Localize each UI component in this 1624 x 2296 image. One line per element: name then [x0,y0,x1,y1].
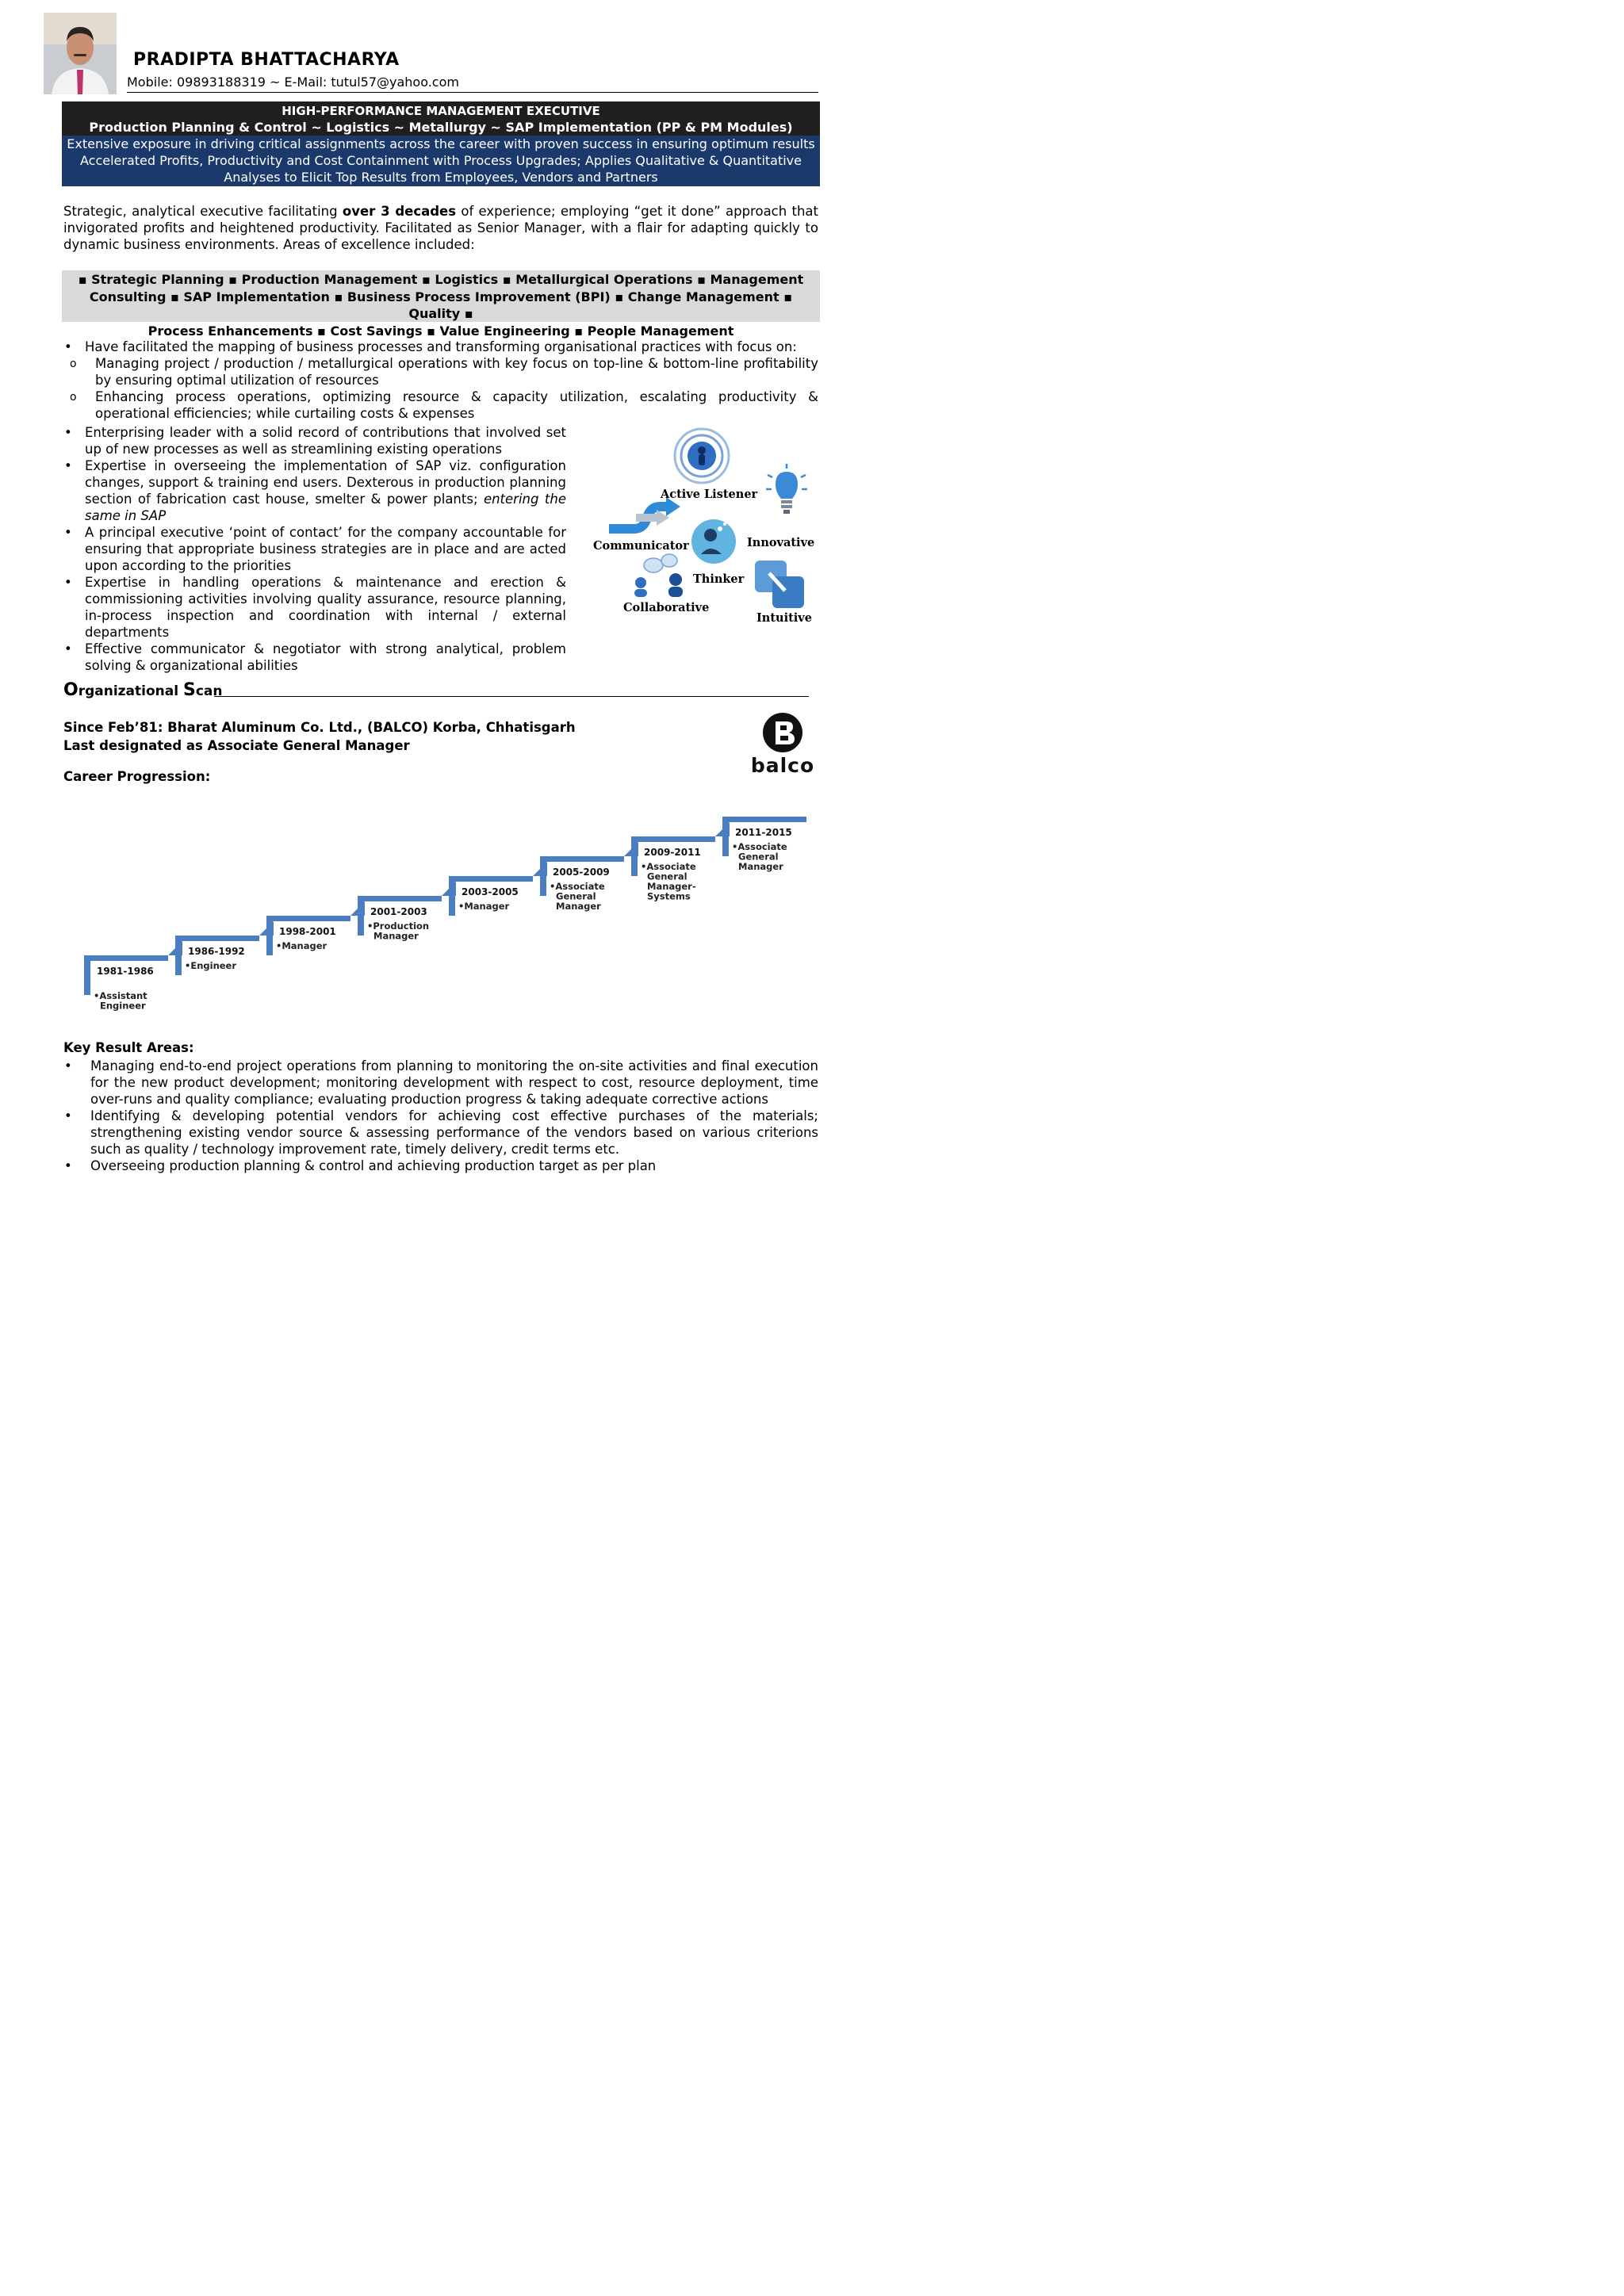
trait-communicator: Communicator [593,539,689,553]
trait-intuitive: Intuitive [756,611,812,625]
step-role: •Associate [732,841,787,852]
section-heading-org-scan [63,680,809,700]
list-item: • Overseeing production planning & control and achieving production target as per plan [63,1158,818,1174]
step-role: •Associate [641,861,696,872]
step-years: 1998-2001 [279,926,336,937]
step-role: •Engineer [185,960,237,971]
step-riser [175,936,182,975]
step-bar [175,936,259,941]
profile-photo [44,13,117,94]
designation-line: Last designated as Associate General Manager [63,738,410,753]
traits-graphic [587,424,825,630]
employer-line: Since Feb’81: Bharat Aluminum Co. Ltd., (BALCO) Korba, Chhatisgarh [63,720,576,735]
trait-collaborative: Collaborative [623,601,710,614]
excellence-line: Process Enhancements ▪ Cost Savings ▪ Value Engineering ▪ People Management [147,323,734,339]
step-riser [722,817,729,856]
list-item: • Have facilitated the mapping of business processes and transforming organisational practices with focus on: [63,339,818,355]
career-step [722,817,806,872]
career-progression-title: Career Progression: [63,769,211,784]
step-role: Manager [373,930,419,942]
sub-list-item: o Managing project / production / metallurgical operations with key focus on top-line & bottom-line profitability by ensuring optimal utilization of resources [63,355,818,388]
step-riser [358,896,364,936]
step-bar [449,876,533,882]
balco-logo [741,712,825,775]
heading-initial: O [63,680,79,700]
list-item: • Effective communicator & negotiator with strong analytical, problem solving & organizational abilities [63,641,566,674]
excellence-line: ▪ Strategic Planning ▪ Production Management ▪ Logistics ▪ Metallurgical Operations ▪ Management [78,272,804,287]
step-years: 1981-1986 [97,966,154,977]
summary-text: of experience; employing “get it done” approach that invigorated profits and heightened productivity. Facilitated as Senior Manager, with a flair for adapting quickly to dynamic business environments. Areas of excellence included: [63,204,818,252]
candidate-name: PRADIPTA BHATTACHARYA [133,50,400,70]
step-bar [540,856,624,862]
headline-line: Analyses to Elicit Top Results from Employees, Vendors and Partners [224,170,658,185]
step-role: General [556,890,596,902]
profile-summary [63,203,818,253]
career-step [358,882,456,942]
employer-info [63,718,576,755]
step-riser [449,876,455,916]
step-bar [266,916,350,921]
step-role: Manager- [647,881,696,892]
broadcast-icon [675,429,729,483]
summary-text: Strategic, analytical executive facilitating [63,204,343,219]
step-years: 2011-2015 [735,827,792,838]
step-role: General [738,851,779,863]
headline-line: Extensive exposure in driving critical assignments across the career with proven success in ensuring optimum results [67,136,815,151]
step-bar [84,955,168,961]
excellence-line: Consulting ▪ SAP Implementation ▪ Business Process Improvement (BPI) ▪ Change Management ▪ Quality ▪ [89,289,793,321]
focus-bullets [63,339,818,422]
step-role: •Assistant [94,990,147,1001]
career-step [84,941,182,1012]
step-years: 2009-2011 [644,847,701,858]
headline-description [62,136,820,186]
heading-text: can [195,683,223,699]
headline-line: Accelerated Profits, Productivity and Cost Containment with Process Upgrades; Applies Qualitative & Quantitative [80,153,802,168]
step-riser [631,836,638,876]
kra-heading: Key Result Areas: [63,1040,194,1055]
list-item: • Identifying & developing potential vendors for achieving cost effective purchases of the materials; strengthening existing vendor source & assessing performance of the vendors based on various criterions such as quality / technology improvement rate, timely delivery, credit terms etc. [63,1108,818,1158]
trait-active-listener: Active Listener [661,488,758,501]
career-step [449,862,547,916]
step-role: •Production [367,920,430,932]
career-step [175,921,274,975]
strengths-bullets [63,424,566,674]
step-riser [266,916,273,955]
list-item: • Managing end-to-end project operations from planning to monitoring the on-site activities and final execution for the new product development; monitoring development with respect to cost, resource deployment, time over-runs and quality compliance; evaluating production progress & taking adequate corrective actions [63,1058,818,1108]
step-bar [631,836,715,842]
list-item: • Enterprising leader with a solid record of contributions that involved set up of new processes as well as streamlining existing operations [63,424,566,457]
headline-subtitle: Production Planning & Control ~ Logistics ~ Metallurgy ~ SAP Implementation (PP & PM Modules) [89,120,793,135]
heading-rule [214,696,809,697]
step-bar [722,817,806,822]
trait-innovative: Innovative [747,536,815,549]
headline-title: HIGH-PERFORMANCE MANAGEMENT EXECUTIVE [282,104,600,118]
step-riser [84,955,90,995]
intuitive-icon [755,561,804,608]
step-role: Manager [556,901,601,912]
list-item-text: Expertise in overseeing the implementation of SAP viz. configuration changes, support & training end users. Dexterous in production planning section of fabrication cast house, smelter & power plants; [85,458,566,507]
people-icon [634,554,683,597]
kra-bullets [63,1058,818,1174]
step-role: •Manager [458,901,510,912]
logo-text: balco [750,754,815,775]
headline-band [62,101,820,136]
list-item: • Expertise in handling operations & maintenance and erection & commissioning activities involving quality assurance, resource planning, in-process inspection and coordination with internal / external departments [63,574,566,641]
step-role: •Associate [550,881,605,892]
career-step [266,901,365,955]
sub-list-item: o Enhancing process operations, optimizing resource & capacity utilization, escalating productivity & operational efficiencies; while curtailing costs & expenses [63,388,818,422]
step-role: Manager [738,861,783,872]
heading-initial: S [182,680,196,700]
step-role: General [647,871,688,882]
step-years: 2003-2005 [462,886,519,897]
step-years: 1986-1992 [188,946,245,957]
trait-thinker: Thinker [693,572,745,586]
step-riser [540,856,546,896]
step-role: Engineer [100,1000,146,1012]
heading-text: rganizational [78,683,183,699]
list-item-emphasis: entering the same in SAP [85,492,566,523]
career-staircase [79,813,809,1019]
thinker-icon [691,519,736,564]
lightbulb-icon [766,464,807,514]
contact-info: Mobile: 09893188319 ~ E-Mail: tutul57@yahoo.com [127,75,818,93]
arrows-icon [609,497,680,529]
step-role: Systems [647,890,691,902]
summary-highlight: over 3 decades [342,204,457,219]
career-step [540,842,638,912]
list-item: • A principal executive ‘point of contact’ for the company accountable for ensuring that appropriate business strategies are in place and are acted upon according to the priorities [63,524,566,574]
step-bar [358,896,442,901]
step-years: 2001-2003 [370,906,427,917]
career-step [631,822,730,902]
step-role: •Manager [276,940,327,951]
step-years: 2005-2009 [553,867,610,878]
list-item [63,457,566,524]
areas-of-excellence [62,270,820,339]
